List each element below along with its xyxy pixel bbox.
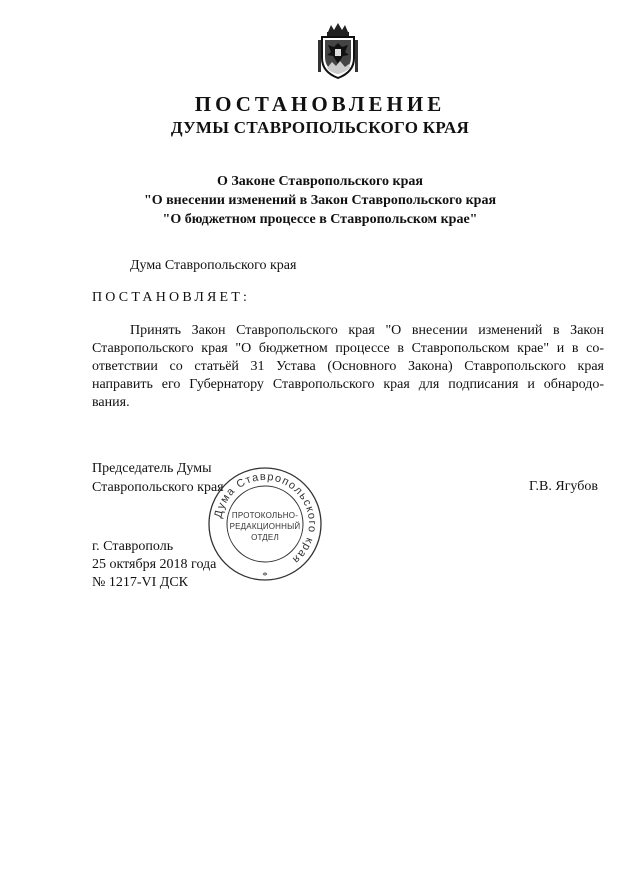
stamp-line: ПРОТОКОЛЬНО- — [231, 511, 299, 520]
stamp-star-icon: * — [262, 570, 268, 582]
stamp-line: РЕДАКЦИОННЫЙ — [229, 522, 301, 531]
coat-of-arms-icon — [314, 22, 362, 80]
position-line: Председатель Думы — [92, 461, 212, 476]
paragraph-line: ответствии со статьёй 31 Устава (Основного Закона) Ставропольского края — [92, 359, 604, 374]
position-line: Ставропольского края — [92, 480, 224, 495]
stamp-line: ОТДЕЛ — [251, 533, 279, 542]
paragraph-line: Ставропольского края "О бюджетном процессе в Ставропольском крае" и в со- — [92, 341, 604, 356]
document-title: ПОСТАНОВЛЕНИЕ — [194, 92, 446, 116]
subject-line: "О бюджетном процессе в Ставропольском крае" — [162, 212, 478, 227]
stamp-ring-text: Дума Ставропольского края — [212, 470, 319, 567]
issuer-text: Дума Ставропольского края — [130, 258, 297, 273]
signatory-position — [92, 459, 224, 497]
city-text: г. Ставрополь — [92, 539, 174, 554]
resolves-heading: ПОСТАНОВЛЯЕТ: — [92, 290, 251, 305]
document-footer — [92, 538, 216, 592]
date-text: 25 октября 2018 года — [92, 557, 217, 572]
subject-line: О Законе Ставропольского края — [217, 174, 423, 189]
document-subject — [0, 172, 640, 229]
resolution-paragraph — [92, 322, 604, 412]
paragraph-line: вания. — [92, 395, 130, 410]
number-text: № 1217-VI ДСК — [92, 575, 189, 590]
signatory-name: Г.В. Ягубов — [529, 479, 598, 494]
paragraph-line: Принять Закон Ставропольского края "О внесении изменений в Закон — [130, 323, 604, 338]
subject-line: "О внесении изменений в Закон Ставропольского края — [143, 193, 497, 208]
paragraph-line: направить его Губернатору Ставропольского края для подписания и обнародо- — [92, 377, 604, 392]
document-subtitle: ДУМЫ СТАВРОПОЛЬСКОГО КРАЯ — [170, 118, 470, 137]
stamp-center-text — [224, 510, 306, 543]
